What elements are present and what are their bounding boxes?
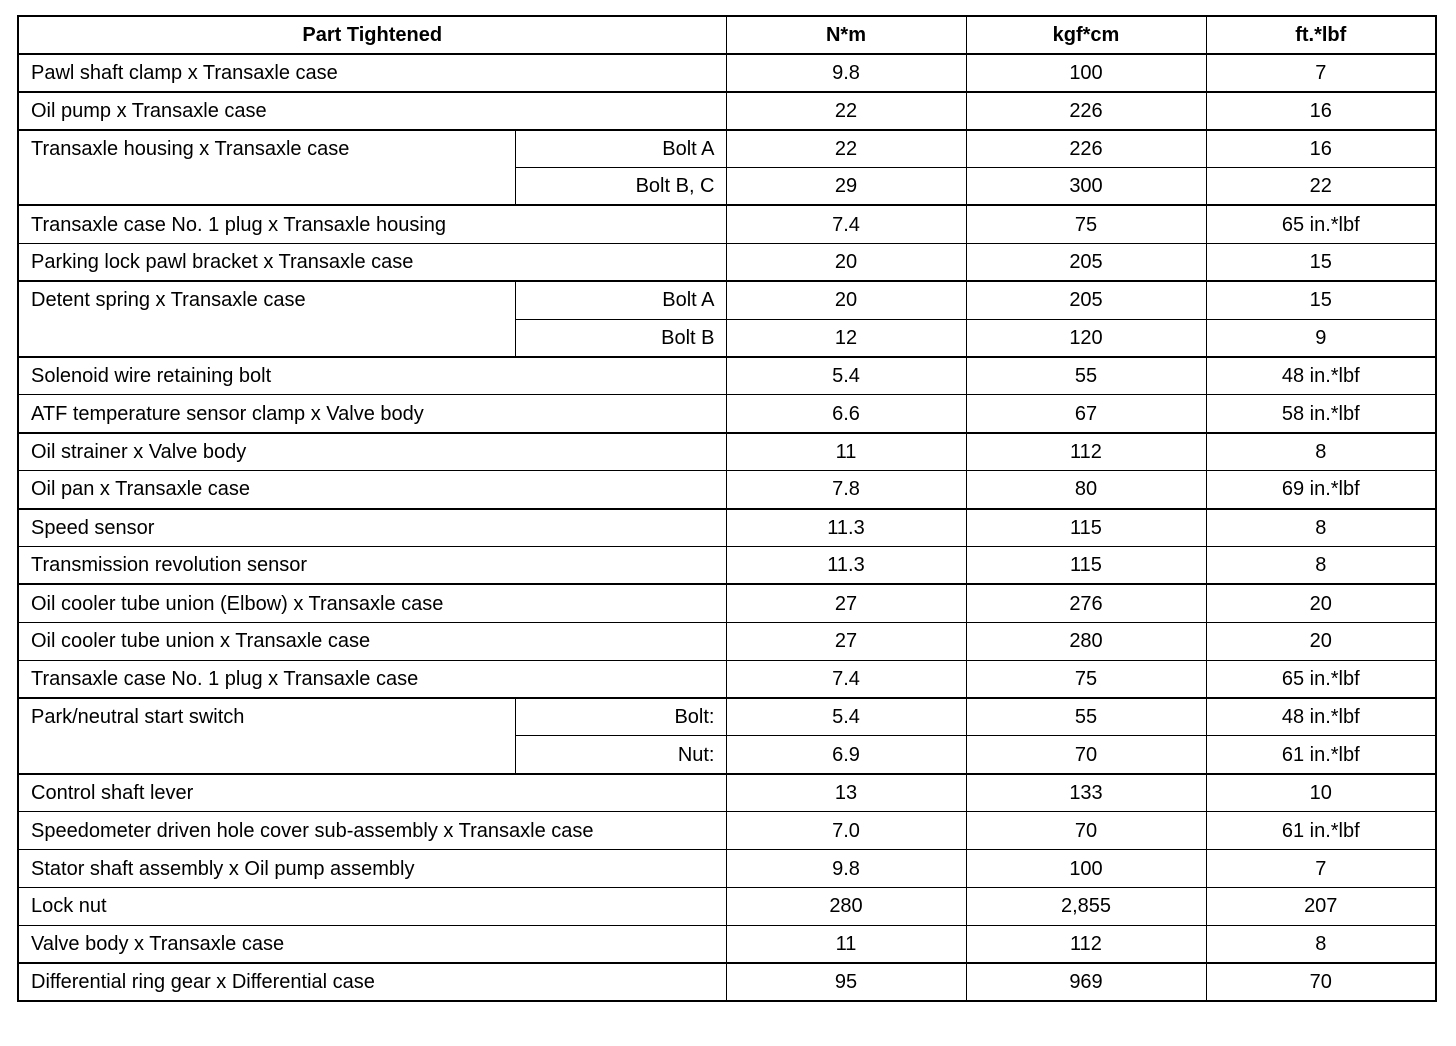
- table-row: [18, 925, 1436, 963]
- ftlbf-cell: 16: [1206, 92, 1436, 130]
- part-cell: ATF temperature sensor clamp x Valve body: [18, 395, 726, 433]
- kgfcm-cell: 70: [966, 812, 1206, 850]
- part-cell: Speed sensor: [18, 509, 726, 547]
- table-row: [18, 281, 1436, 319]
- ftlbf-cell: 8: [1206, 433, 1436, 471]
- nm-cell: 7.4: [726, 660, 966, 698]
- table-row: [18, 963, 1436, 1001]
- table-row: [18, 395, 1436, 433]
- ftlbf-cell: 65 in.*lbf: [1206, 660, 1436, 698]
- nm-cell: 22: [726, 92, 966, 130]
- nm-cell: 7.0: [726, 812, 966, 850]
- ftlbf-cell: 207: [1206, 887, 1436, 925]
- kgfcm-cell: 205: [966, 281, 1206, 319]
- ftlbf-cell: 8: [1206, 925, 1436, 963]
- kgfcm-cell: 67: [966, 395, 1206, 433]
- kgfcm-cell: 80: [966, 471, 1206, 509]
- nm-cell: 27: [726, 584, 966, 622]
- fastener-cell: Bolt A: [515, 281, 726, 319]
- part-cell: Transaxle housing x Transaxle case: [18, 130, 515, 206]
- table-row: [18, 471, 1436, 509]
- part-cell: Detent spring x Transaxle case: [18, 281, 515, 357]
- kgfcm-cell: 100: [966, 54, 1206, 92]
- table-row: [18, 698, 1436, 736]
- part-cell: Transmission revolution sensor: [18, 546, 726, 584]
- table-row: [18, 660, 1436, 698]
- ftlbf-cell: 61 in.*lbf: [1206, 812, 1436, 850]
- nm-cell: 6.6: [726, 395, 966, 433]
- header-nm: N*m: [726, 16, 966, 54]
- table-row: [18, 584, 1436, 622]
- part-cell: Solenoid wire retaining bolt: [18, 357, 726, 395]
- header-kgfcm: kgf*cm: [966, 16, 1206, 54]
- nm-cell: 5.4: [726, 698, 966, 736]
- table-row: [18, 205, 1436, 243]
- nm-cell: 11.3: [726, 546, 966, 584]
- ftlbf-cell: 7: [1206, 54, 1436, 92]
- table-row: [18, 774, 1436, 812]
- ftlbf-cell: 8: [1206, 546, 1436, 584]
- part-cell: Speedometer driven hole cover sub-assembly x Transaxle case: [18, 812, 726, 850]
- ftlbf-cell: 20: [1206, 584, 1436, 622]
- part-cell: Oil pan x Transaxle case: [18, 471, 726, 509]
- ftlbf-cell: 22: [1206, 168, 1436, 206]
- table-row: [18, 92, 1436, 130]
- header-ftlbf: ft.*lbf: [1206, 16, 1436, 54]
- nm-cell: 95: [726, 963, 966, 1001]
- part-cell: Oil cooler tube union x Transaxle case: [18, 622, 726, 660]
- table-row: [18, 433, 1436, 471]
- nm-cell: 9.8: [726, 54, 966, 92]
- ftlbf-cell: 65 in.*lbf: [1206, 205, 1436, 243]
- nm-cell: 13: [726, 774, 966, 812]
- part-cell: Oil cooler tube union (Elbow) x Transaxle case: [18, 584, 726, 622]
- nm-cell: 6.9: [726, 736, 966, 774]
- table-row: [18, 622, 1436, 660]
- ftlbf-cell: 16: [1206, 130, 1436, 168]
- kgfcm-cell: 112: [966, 925, 1206, 963]
- nm-cell: 27: [726, 622, 966, 660]
- kgfcm-cell: 120: [966, 319, 1206, 357]
- part-cell: Oil pump x Transaxle case: [18, 92, 726, 130]
- part-cell: Park/neutral start switch: [18, 698, 515, 774]
- table-row: [18, 509, 1436, 547]
- kgfcm-cell: 115: [966, 509, 1206, 547]
- kgfcm-cell: 55: [966, 357, 1206, 395]
- part-cell: Differential ring gear x Differential case: [18, 963, 726, 1001]
- fastener-cell: Bolt B: [515, 319, 726, 357]
- kgfcm-cell: 100: [966, 850, 1206, 888]
- part-cell: Valve body x Transaxle case: [18, 925, 726, 963]
- table-row: [18, 130, 1436, 168]
- ftlbf-cell: 9: [1206, 319, 1436, 357]
- table-row: [18, 812, 1436, 850]
- kgfcm-cell: 112: [966, 433, 1206, 471]
- nm-cell: 29: [726, 168, 966, 206]
- nm-cell: 11: [726, 925, 966, 963]
- part-cell: Control shaft lever: [18, 774, 726, 812]
- ftlbf-cell: 58 in.*lbf: [1206, 395, 1436, 433]
- part-cell: Transaxle case No. 1 plug x Transaxle case: [18, 660, 726, 698]
- kgfcm-cell: 70: [966, 736, 1206, 774]
- kgfcm-cell: 205: [966, 243, 1206, 281]
- ftlbf-cell: 48 in.*lbf: [1206, 698, 1436, 736]
- nm-cell: 7.8: [726, 471, 966, 509]
- ftlbf-cell: 8: [1206, 509, 1436, 547]
- nm-cell: 5.4: [726, 357, 966, 395]
- part-cell: Transaxle case No. 1 plug x Transaxle housing: [18, 205, 726, 243]
- table-row: [18, 357, 1436, 395]
- table-row: [18, 546, 1436, 584]
- table-row: [18, 243, 1436, 281]
- nm-cell: 12: [726, 319, 966, 357]
- ftlbf-cell: 10: [1206, 774, 1436, 812]
- part-cell: Oil strainer x Valve body: [18, 433, 726, 471]
- nm-cell: 7.4: [726, 205, 966, 243]
- fastener-cell: Nut:: [515, 736, 726, 774]
- ftlbf-cell: 15: [1206, 243, 1436, 281]
- kgfcm-cell: 969: [966, 963, 1206, 1001]
- kgfcm-cell: 280: [966, 622, 1206, 660]
- nm-cell: 22: [726, 130, 966, 168]
- ftlbf-cell: 20: [1206, 622, 1436, 660]
- ftlbf-cell: 15: [1206, 281, 1436, 319]
- ftlbf-cell: 7: [1206, 850, 1436, 888]
- kgfcm-cell: 2,855: [966, 887, 1206, 925]
- fastener-cell: Bolt B, C: [515, 168, 726, 206]
- nm-cell: 11.3: [726, 509, 966, 547]
- kgfcm-cell: 300: [966, 168, 1206, 206]
- ftlbf-cell: 61 in.*lbf: [1206, 736, 1436, 774]
- ftlbf-cell: 70: [1206, 963, 1436, 1001]
- nm-cell: 280: [726, 887, 966, 925]
- kgfcm-cell: 133: [966, 774, 1206, 812]
- nm-cell: 20: [726, 281, 966, 319]
- kgfcm-cell: 75: [966, 205, 1206, 243]
- table-row: [18, 54, 1436, 92]
- kgfcm-cell: 55: [966, 698, 1206, 736]
- fastener-cell: Bolt A: [515, 130, 726, 168]
- kgfcm-cell: 226: [966, 92, 1206, 130]
- part-cell: Stator shaft assembly x Oil pump assembly: [18, 850, 726, 888]
- nm-cell: 11: [726, 433, 966, 471]
- nm-cell: 9.8: [726, 850, 966, 888]
- fastener-cell: Bolt:: [515, 698, 726, 736]
- part-cell: Lock nut: [18, 887, 726, 925]
- ftlbf-cell: 48 in.*lbf: [1206, 357, 1436, 395]
- part-cell: Parking lock pawl bracket x Transaxle case: [18, 243, 726, 281]
- part-cell: Pawl shaft clamp x Transaxle case: [18, 54, 726, 92]
- kgfcm-cell: 115: [966, 546, 1206, 584]
- kgfcm-cell: 226: [966, 130, 1206, 168]
- header-part-tightened: Part Tightened: [18, 16, 726, 54]
- kgfcm-cell: 276: [966, 584, 1206, 622]
- kgfcm-cell: 75: [966, 660, 1206, 698]
- table-header-row: [18, 16, 1436, 54]
- nm-cell: 20: [726, 243, 966, 281]
- table-row: [18, 887, 1436, 925]
- torque-spec-table: [17, 15, 1437, 1002]
- table-row: [18, 850, 1436, 888]
- ftlbf-cell: 69 in.*lbf: [1206, 471, 1436, 509]
